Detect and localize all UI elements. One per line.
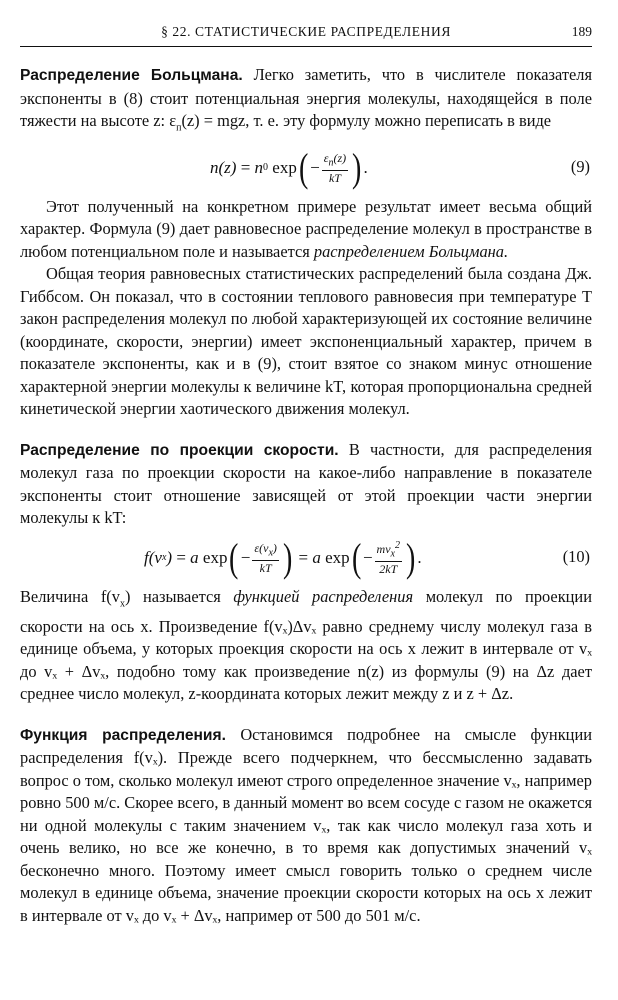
distribution-function-paragraph: Функция распределения. Остановимся подробнее на смысле функции распределения f(vₓ). Прежде всего подчеркнем, что бессмысленно задавать вопрос о том, сколько молекул имеют строго определенное значение vₓ, например ровно 500 м/с. Скорее всего, в данный момент во всем сосуде с газом не окажется ни одной молекулы с таким значением vₓ, так как число молекул газа хоть и очень велико, но все же конечно, в то время как допустимых значений vₓ бесконечно много. Поэтому имеет смысл говорить только о среднем числе молекул в единице объема, значение проекции скорости которых на ось x лежит в интервале от vₓ до vₓ + Δvₓ, например от 500 до 501 м/с. [20, 724, 593, 925]
section-heading-velocity: Распределение по проекции скорости. [20, 441, 339, 459]
equation-10-body: f(v x ) = a exp ( − $\frac{\varepsilon(v_x)}{kT}$ ) = a exp ( − $\frac{mv_x^2}{2kT}$ ) . [144, 534, 422, 580]
running-header [20, 18, 592, 47]
equation-9-body: n(z) = n 0 exp ( − $\frac{\varepsilon_п(z)}{kT}$ ) . [210, 144, 368, 190]
velocity-intro: Распределение по проекции скорости. В частности, для распределения молекул газа по проекции скорости на какое-либо направление в показателе экспоненты стоит отношение зависящей от этой проекции части энергии молекулы к kT: [20, 439, 592, 528]
term-boltzmann-distribution: распределением Больцмана. [313, 241, 509, 261]
section-heading-distribution-function: Функция распределения. [20, 726, 226, 744]
boltzmann-paragraph-2: Общая теория равновесных статистических распределений была создана Дж. Гиббсом. Он показал, что в состоянии теплового равновесия при температуре T закон распределения молекул по любой характеризующей их состояние величине (координате, скорости, энергии) имеет экспоненциальный характер, причем в показателе экспоненты, как и в (9), стоит взятое со знаком минус отношение характерной энергии молекулы к величине kT, которая пропорциональна средней кинетической энергии хаотического движения молекул. [20, 264, 592, 419]
equation-9 [20, 142, 592, 194]
equation-10 [20, 532, 592, 584]
term-distribution-function: функцией распределения [233, 586, 414, 606]
section-heading-boltzmann: Распределение Больцмана. [20, 67, 243, 84]
page-content [20, 64, 592, 927]
equation-9-number: (9) [570, 156, 590, 176]
velocity-paragraph: Величина $f(v_x)$ называется функцией распределения молекул по проекции скорости на ось x. Произведение f(vₓ)Δvₓ равно среднему числу молекул газа в единице объема, у которых проекция скорости на ось x лежит в интервале от vₓ до vₓ + Δvₓ, подобно тому как произведение n(z) из формулы (9) на Δz дает среднее число молекул, z-координата которых лежит между z и z + Δz. [20, 586, 592, 704]
equation-10-number: (10) [562, 546, 590, 566]
boltzmann-paragraph-1: Этот полученный на конкретном примере результат имеет весьма общий характер. Формула (9) дает равновесное распределение молекул в пространстве в любом потенциальном поле и называется распределением Больцмана. [20, 196, 592, 261]
running-title: § 22. СТАТИСТИЧЕСКИЕ РАСПРЕДЕЛЕНИЯ [161, 24, 451, 39]
boltzmann-intro: Распределение Больцмана. Легко заметить, что в числителе показателя экспоненты в (8) стоит потенциальная энергия молекулы, находящейся в поле тяжести на высоте z: $\varepsilon_п(z)$ = mgz, т. е. эту формулу можно переписать в виде [20, 65, 592, 134]
page-number: 189 [571, 24, 592, 39]
